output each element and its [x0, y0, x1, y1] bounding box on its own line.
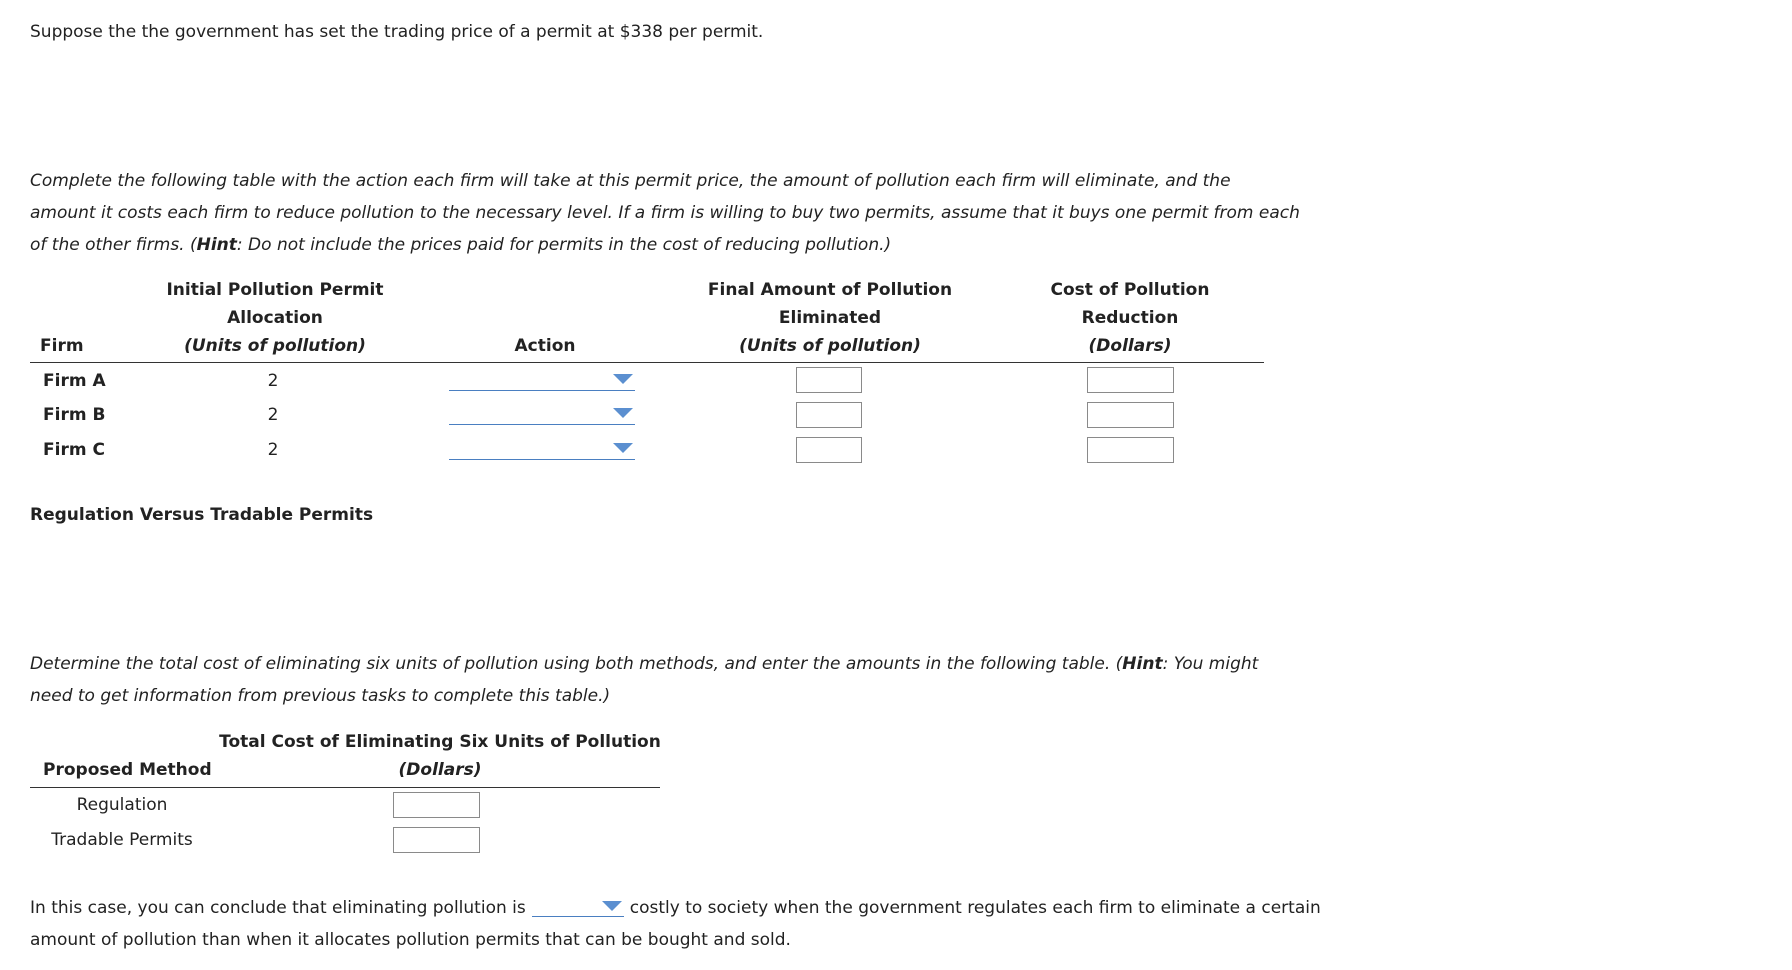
instructions-paragraph — [30, 165, 1300, 261]
cost-input[interactable] — [1087, 402, 1174, 428]
header-cost-units: (Dollars) — [1088, 336, 1172, 356]
hint-label: Hint — [1122, 654, 1163, 674]
method-label: Regulation — [76, 795, 168, 815]
header-action: Action — [514, 336, 576, 356]
header-final-units: (Units of pollution) — [739, 336, 921, 356]
conclusion-paragraph — [30, 892, 1330, 956]
action-dropdown[interactable] — [449, 368, 635, 391]
cost-input[interactable] — [1087, 367, 1174, 393]
final-amount-input[interactable] — [796, 437, 862, 463]
conclusion-after: costly to society when the government regulates each firm to eliminate a certain amount of pollution than when it allocates pollution permits that can be bought and sold. — [30, 898, 1321, 950]
conclusion-before: In this case, you can conclude that eliminating pollution is — [30, 898, 526, 918]
header-final-line2: Eliminated — [778, 308, 882, 328]
cost-input[interactable] — [1087, 437, 1174, 463]
header-final-line1: Final Amount of Pollution — [707, 280, 953, 300]
method-label: Tradable Permits — [51, 830, 193, 850]
header-total-units: (Dollars) — [398, 760, 482, 780]
hint-label: Hint — [196, 235, 237, 255]
allocation-value: 2 — [267, 405, 279, 425]
table2-header-rule — [30, 787, 660, 788]
instructions-part2: : Do not include the prices paid for permits in the cost of reducing pollution.) — [236, 235, 892, 255]
final-amount-input[interactable] — [796, 367, 862, 393]
header-cost-line2: Reduction — [1081, 308, 1179, 328]
firm-label: Firm A — [43, 371, 106, 391]
chevron-down-icon — [613, 443, 633, 453]
table1-header-rule — [30, 362, 1264, 363]
header-allocation-units: (Units of pollution) — [184, 336, 366, 356]
firm-label: Firm B — [43, 405, 106, 425]
chevron-down-icon — [602, 901, 622, 911]
header-final — [700, 276, 960, 360]
allocation-value: 2 — [267, 440, 279, 460]
action-dropdown[interactable] — [449, 402, 635, 425]
instructions2-part1: Determine the total cost of eliminating six units of pollution using both methods, and enter the amounts in the following table. ( — [30, 654, 1123, 674]
header-allocation-line2: Allocation — [227, 308, 323, 328]
header-method: Proposed Method — [43, 760, 212, 780]
instructions-part1: Complete the following table with the action each firm will take at this permit price, the amount of pollution each firm will eliminate, and the amount it costs each firm to reduce pollution to the necessary level. If a firm is willing to buy two permits, assume that it buys one permit from each of the other firms. ( — [30, 171, 1300, 255]
chevron-down-icon — [613, 408, 633, 418]
conclusion-dropdown[interactable] — [532, 896, 624, 917]
header-cost-line1: Cost of Pollution — [1050, 280, 1210, 300]
section-title: Regulation Versus Tradable Permits — [30, 505, 374, 525]
header-allocation-line1: Initial Pollution Permit — [166, 280, 384, 300]
allocation-value: 2 — [267, 371, 279, 391]
header-total-line1: Total Cost of Eliminating Six Units of Pollution — [219, 732, 661, 752]
firm-label: Firm C — [43, 440, 105, 460]
permits-cost-input[interactable] — [393, 827, 480, 853]
regulation-cost-input[interactable] — [393, 792, 480, 818]
header-cost — [1030, 276, 1230, 360]
intro-text: Suppose the the government has set the trading price of a permit at $338 per permit. — [30, 22, 764, 42]
instructions2-paragraph — [30, 648, 1300, 712]
final-amount-input[interactable] — [796, 402, 862, 428]
action-dropdown[interactable] — [449, 437, 635, 460]
header-firm: Firm — [40, 336, 84, 356]
instructions2-part2: : You might need to get information from previous tasks to complete this table.) — [30, 654, 1259, 706]
header-allocation — [150, 276, 400, 360]
chevron-down-icon — [613, 374, 633, 384]
header-total-cost — [210, 728, 670, 784]
